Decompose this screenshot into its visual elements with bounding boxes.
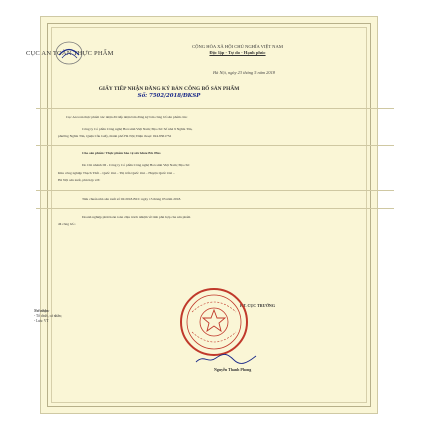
divider xyxy=(36,145,394,146)
body-line-7: Hà Nội sản xuất, phù hợp với: xyxy=(58,178,101,182)
product-line: Cho sản phẩm: Thực phẩm bảo vệ sức khỏe BG Plus xyxy=(82,151,161,155)
body-line-1: Cục An toàn thực phẩm xác nhận đã tiếp nhận bản đăng ký bản công bố sản phẩm của: xyxy=(66,115,188,119)
body-line-10: đã công bố./. xyxy=(58,222,77,226)
body-line-2: Công ty Cổ phần Công nghệ Hoá sinh Việt Nam; Địa chỉ: Số nhà 9 Nghĩa Tân, xyxy=(82,127,193,131)
official-seal xyxy=(178,286,250,358)
motto: Độc lập - Tự do - Hạnh phúc xyxy=(209,50,266,55)
recipients-label: Nơi nhận: xyxy=(34,309,50,313)
divider xyxy=(36,208,394,209)
agency-name: CỤC AN TOÀN THỰC PHẨM xyxy=(26,50,114,57)
body-line-6: Khu công nghiệp Thạch Thất – Quốc Oai – Thị trấn Quốc Oai – Huyện Quốc Oai – xyxy=(58,171,175,175)
standard-line: Tiêu chuẩn nhà sản xuất số 02/2018-BCC ngày 15 tháng 03 năm 2018. xyxy=(82,197,182,201)
recipient-item: - Tổ chức, cá nhân; xyxy=(34,314,62,318)
signer-role: KT. CỤC TRƯỞNG xyxy=(240,303,275,308)
body-line-9: Doanh nghiệp phải hoàn toàn chịu trách nhiệm về tính phù hợp của sản phẩm xyxy=(82,215,191,219)
place-date: Hà Nội, ngày 23 tháng 5 năm 2018 xyxy=(213,70,275,75)
body-line-5: Do Chi nhánh III - Công ty Cổ phần Công nghệ Hoá sinh Việt Nam; Địa chỉ: xyxy=(82,163,190,167)
country-header: CỘNG HÒA XÃ HỘI CHỦ NGHĨA VIỆT NAM xyxy=(192,44,283,49)
document-title xyxy=(36,86,302,100)
body-line-3: phường Nghĩa Tân, Quận Cầu Giấy, thành phố Hà Nội; Điện thoại: 024.8361752 xyxy=(58,134,172,138)
divider xyxy=(36,190,394,191)
recipients-block xyxy=(34,309,62,324)
signature xyxy=(194,352,258,366)
signer-name: Nguyễn Thanh Phong xyxy=(214,367,252,372)
document-number: Số: 7502/2018/ĐKSP xyxy=(137,93,201,99)
title-text: GIẤY TIẾP NHẬN ĐĂNG KÝ BẢN CÔNG BỐ SẢN PHẨM xyxy=(98,86,240,92)
recipient-item: - Lưu: VT xyxy=(34,319,49,323)
divider xyxy=(36,108,394,109)
agency-emblem-icon xyxy=(54,40,84,66)
national-header xyxy=(180,44,295,56)
